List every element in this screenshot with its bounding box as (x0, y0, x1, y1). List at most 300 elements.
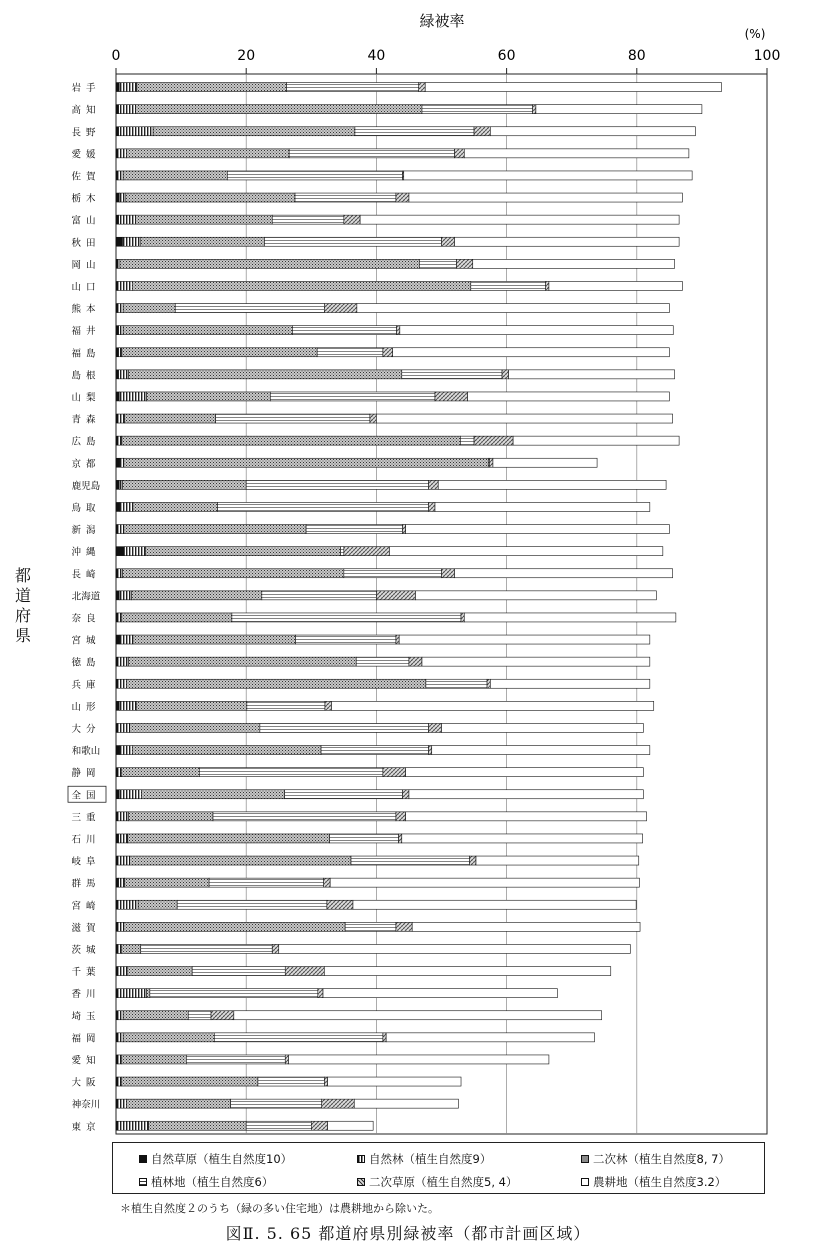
category-label: 富山 (71, 215, 101, 227)
bar-segment (121, 1077, 258, 1086)
bar-segment (296, 635, 396, 644)
bar-segment (351, 856, 469, 865)
bar-segment (119, 878, 125, 887)
bar-segment (132, 281, 471, 290)
category-label: 静岡 (71, 768, 101, 780)
bar-segment (487, 679, 490, 688)
bar-segment (118, 1055, 121, 1064)
bar-segment (306, 525, 402, 534)
bar-segment (442, 723, 644, 732)
bar-segment (119, 348, 122, 357)
category-label: 茨城 (71, 944, 101, 956)
category-label: 三重 (71, 812, 101, 824)
bar-segment (490, 679, 649, 688)
bar-segment (455, 149, 465, 158)
bar-segment (126, 149, 289, 158)
bar-segment (272, 215, 344, 224)
bar-segment (270, 392, 435, 401)
bar-segment (549, 281, 682, 290)
bar-segment (376, 414, 672, 423)
bar-segment (118, 1121, 149, 1130)
bar-segment (124, 525, 306, 534)
bar-segment (133, 635, 296, 644)
bar-segment (227, 171, 402, 180)
bar-segment (123, 569, 344, 578)
bar-segment (116, 746, 120, 755)
bar-segment (121, 613, 232, 622)
bar-segment (116, 502, 120, 511)
bar-segment (461, 613, 464, 622)
bar-segment (118, 304, 123, 313)
bar-segment (118, 281, 132, 290)
category-label: 山口 (71, 281, 101, 293)
bar-segment (234, 1011, 602, 1020)
bar-segment (355, 127, 474, 136)
bar-segment (119, 834, 128, 843)
category-label: 福岡 (71, 1033, 101, 1045)
category-label: 愛媛 (71, 149, 101, 161)
bar-segment (331, 701, 653, 710)
category-label: 栃木 (71, 193, 101, 205)
bar-segment (123, 1011, 188, 1020)
bar-segment (533, 105, 536, 114)
bar-segment (116, 591, 119, 600)
bar-segment (502, 370, 509, 379)
bar-segment (123, 237, 141, 246)
bar-segment (393, 348, 670, 357)
bar-segment (119, 83, 137, 92)
bar-segment (141, 790, 284, 799)
bar-segment (122, 348, 317, 357)
category-label: 石川 (71, 834, 101, 846)
footnote: ＊植生自然度２のうち（緑の多い住宅地）は農耕地から除いた。 (120, 1202, 439, 1215)
bar-segment (120, 502, 133, 511)
bar-segment (383, 348, 393, 357)
bar-segment (279, 944, 631, 953)
bar-segment (396, 193, 409, 202)
bar-segment (211, 1011, 234, 1020)
bar-segment (123, 304, 175, 313)
bar-segment (432, 746, 650, 755)
category-label: 東京 (71, 1121, 101, 1133)
chart-title: 緑被率 (419, 12, 465, 30)
bar-segment (311, 1121, 327, 1130)
legend-item-secondary-grassland (357, 1174, 517, 1190)
bar-segment (409, 657, 422, 666)
bar-segment (456, 259, 472, 268)
bar-segment (118, 679, 126, 688)
figure-caption: 図Ⅱ. 5. 65 都道府県別緑被率（都市計画区域） (225, 1224, 591, 1243)
legend-item-natural-forest (357, 1151, 491, 1167)
category-label: 熊本 (71, 304, 101, 316)
bar-segment (468, 392, 670, 401)
bar-segment (323, 989, 557, 998)
bar-segment (218, 502, 429, 511)
bar-segment (147, 392, 271, 401)
bar-segment (119, 370, 129, 379)
bar-segment (128, 657, 356, 666)
bar-segment (292, 326, 396, 335)
bar-segment (318, 989, 323, 998)
bar-segment (428, 480, 438, 489)
bar-segment (118, 768, 121, 777)
bar-segment (406, 812, 647, 821)
bar-segment (513, 436, 679, 445)
legend-item-secondary-forest (581, 1151, 730, 1167)
bar-segment (435, 392, 468, 401)
bar-segment (464, 613, 676, 622)
bar-segment (116, 83, 119, 92)
bar-segment (116, 370, 119, 379)
bar-segment (120, 746, 132, 755)
category-label: 神奈川 (71, 1099, 101, 1111)
bar-segment (353, 900, 636, 909)
category-label: 埼玉 (71, 1011, 101, 1023)
bar-segment (120, 635, 133, 644)
bar-segment (285, 967, 324, 976)
category-label: 鹿児島 (71, 480, 101, 492)
bar-segment (123, 1033, 214, 1042)
legend (112, 1142, 765, 1194)
x-tick-label: 60 (497, 48, 516, 64)
category-label: 佐賀 (71, 171, 101, 183)
y-axis-label (14, 566, 32, 646)
bar-segment (132, 591, 262, 600)
bar-segment (118, 900, 138, 909)
y-axis-label-char: 道 (14, 586, 31, 605)
bar-segment (153, 127, 355, 136)
bar-segment (536, 105, 702, 114)
bar-segment (116, 834, 119, 843)
bar-segment (119, 790, 141, 799)
bar-segment (328, 1077, 461, 1086)
bar-segment (116, 480, 119, 489)
bar-segment (406, 525, 670, 534)
legend-item-farmland (581, 1174, 726, 1190)
bar-segment (360, 215, 679, 224)
bar-segment (344, 215, 360, 224)
legend-label: 二次草原（植生自然度5, 4） (369, 1175, 518, 1189)
category-label: 沖縄 (71, 547, 101, 559)
bar-segment (128, 812, 213, 821)
category-label: 秋田 (71, 237, 101, 249)
category-label: 長野 (71, 127, 101, 139)
bar-segment (123, 480, 247, 489)
bar-segment (324, 878, 331, 887)
category-label: 全国 (71, 790, 101, 802)
x-axis-ticks (112, 48, 781, 74)
bar-segment (116, 458, 120, 467)
bar-segment (493, 458, 597, 467)
bar-segment (119, 127, 154, 136)
bar-segment (357, 304, 669, 313)
bar-segment (285, 1055, 288, 1064)
category-label: 島根 (71, 370, 101, 382)
category-label: 兵庫 (71, 679, 101, 691)
swatch-plantation (139, 1178, 147, 1186)
swatch-natural-grassland (139, 1155, 147, 1163)
bar-segment (119, 701, 136, 710)
category-label: 奈良 (71, 613, 101, 625)
bar-segment (354, 1099, 458, 1108)
bar-segment (317, 348, 383, 357)
bar-segment (330, 834, 399, 843)
bar-segment (118, 569, 123, 578)
bar-segment (455, 569, 673, 578)
bar-segment (474, 127, 490, 136)
bar-segment (383, 768, 406, 777)
bar-segment (324, 1077, 327, 1086)
bar-segment (126, 193, 295, 202)
legend-label: 植林地（植生自然度6） (151, 1175, 274, 1189)
legend-label: 二次林（植生自然度8, 7） (593, 1152, 730, 1166)
legend-item-natural-grassland (139, 1151, 292, 1167)
category-label: 山梨 (71, 392, 101, 404)
bar-segment (116, 547, 124, 556)
bar-segment (145, 547, 340, 556)
category-label: 京都 (71, 458, 101, 470)
bar-segment (396, 812, 406, 821)
bar-segment (473, 259, 675, 268)
bar-segment (264, 237, 441, 246)
x-tick-label: 100 (753, 48, 781, 64)
bar-segment (116, 237, 123, 246)
swatch-secondary-forest (581, 1155, 589, 1163)
bar-segment (120, 259, 419, 268)
bar-segment (118, 149, 126, 158)
category-label: 愛知 (71, 1055, 101, 1067)
y-axis-label-char: 都 (14, 566, 31, 585)
bar-segment (435, 502, 650, 511)
bar-segment (122, 436, 461, 445)
bar-segment (258, 1077, 324, 1086)
bar-segment (428, 746, 431, 755)
bar-segment (469, 856, 476, 865)
bar-segment (116, 790, 119, 799)
bar-segment (415, 591, 656, 600)
bar-segment (120, 458, 124, 467)
bar-segment (186, 1055, 285, 1064)
bar-segment (460, 436, 474, 445)
category-label: 岐阜 (71, 856, 101, 868)
bar-segment (118, 171, 123, 180)
swatch-natural-forest (357, 1155, 365, 1163)
bar-segment (121, 768, 199, 777)
bar-segment (116, 215, 119, 224)
bar-segment (192, 967, 285, 976)
x-tick-label: 0 (111, 48, 121, 64)
bar-segment (402, 834, 643, 843)
bar-segment (118, 812, 128, 821)
bar-segment (116, 105, 119, 114)
bar-segment (209, 878, 324, 887)
bar-segment (116, 392, 119, 401)
bar-segment (402, 790, 409, 799)
category-label: 長崎 (71, 569, 101, 581)
bar-segment (124, 547, 145, 556)
bar-segment (136, 701, 247, 710)
bar-segment (132, 746, 321, 755)
bar-segment (272, 944, 279, 953)
bar-segment (232, 613, 461, 622)
bar-segment (119, 105, 136, 114)
category-label: 徳島 (71, 657, 101, 669)
bar-segment (324, 304, 357, 313)
bar-segment (396, 635, 399, 644)
bar-segment (116, 878, 119, 887)
bar-segment (199, 768, 383, 777)
bar-segment (147, 989, 150, 998)
category-label: 広島 (71, 436, 101, 448)
category-label: 大分 (71, 723, 101, 735)
legend-label: 自然草原（植生自然度10） (151, 1152, 293, 1166)
bar-segment (295, 193, 396, 202)
bar-segment (344, 547, 390, 556)
bar-segment (118, 1011, 123, 1020)
bar-segment (341, 547, 344, 556)
bar-segment (118, 657, 128, 666)
bar-segment (325, 701, 332, 710)
category-label: 鳥取 (71, 502, 101, 514)
bar-segment (136, 105, 422, 114)
bar-segment (396, 922, 412, 931)
category-label: 香川 (71, 989, 101, 1001)
bar-segment (289, 1055, 549, 1064)
bar-segment (419, 259, 456, 268)
x-tick-label: 80 (627, 48, 646, 64)
bar-segment (216, 414, 370, 423)
bar-segment (247, 701, 325, 710)
bar-segment (422, 105, 533, 114)
bar-segment (442, 237, 455, 246)
category-label: 青森 (71, 414, 101, 426)
bar-segment (141, 944, 273, 953)
category-label: 北海道 (71, 591, 101, 603)
bar-segment (118, 1033, 123, 1042)
x-tick-label: 40 (367, 48, 386, 64)
bar-segment (474, 436, 513, 445)
bar-segment (124, 414, 215, 423)
bar-segment (116, 348, 119, 357)
bar-segment (328, 1121, 374, 1130)
bar-segment (344, 569, 442, 578)
bar-segment (422, 657, 650, 666)
bar-segment (406, 768, 644, 777)
bar-segment (124, 922, 345, 931)
bar-segment (133, 502, 218, 511)
bar-segment (138, 900, 177, 909)
bar-segment (399, 635, 650, 644)
bar-segment (330, 878, 639, 887)
bar-segment (118, 436, 122, 445)
category-label: 福井 (71, 326, 101, 338)
bar-segment (345, 922, 396, 931)
bar-segment (246, 1121, 311, 1130)
bar-segment (409, 193, 682, 202)
unit-label: (%) (744, 27, 766, 41)
bar-segment (546, 281, 549, 290)
bar-segment (509, 370, 675, 379)
bar-segment (123, 326, 292, 335)
category-label: 高知 (71, 105, 101, 117)
bar-segment (321, 746, 428, 755)
bar-segment (428, 723, 441, 732)
bar-segment (188, 1011, 211, 1020)
bar-segment (116, 701, 119, 710)
bar-segment (386, 1033, 594, 1042)
bar-segment (116, 127, 119, 136)
bar-segment (324, 967, 610, 976)
bar-segment (490, 458, 493, 467)
bar-segment (141, 237, 265, 246)
bar-segment (119, 326, 124, 335)
category-label: 福島 (71, 348, 101, 360)
swatch-secondary-grassland (357, 1178, 365, 1186)
bar-segment (246, 480, 428, 489)
bar-segment (118, 613, 121, 622)
bar-segment (121, 944, 141, 953)
bar-segment (130, 856, 351, 865)
legend-label: 自然林（植生自然度9） (369, 1152, 492, 1166)
bar-segment (128, 834, 330, 843)
category-labels (68, 82, 106, 1133)
y-axis-label-char: 県 (14, 626, 31, 645)
bar-segment (419, 83, 426, 92)
x-tick-label: 20 (237, 48, 256, 64)
bars (116, 83, 721, 1131)
bar-segment (118, 1099, 126, 1108)
category-label: 群馬 (71, 878, 101, 890)
bar-segment (118, 989, 147, 998)
category-label: 宮崎 (71, 900, 101, 912)
bar-segment (136, 215, 273, 224)
category-label: 和歌山 (71, 746, 101, 758)
bar-segment (231, 1099, 322, 1108)
bar-segment (426, 679, 487, 688)
bar-segment (471, 281, 546, 290)
bar-segment (118, 856, 130, 865)
bar-segment (118, 967, 127, 976)
bar-segment (118, 1077, 121, 1086)
bar-segment (116, 326, 119, 335)
bar-segment (118, 414, 125, 423)
legend-item-plantation (139, 1174, 273, 1190)
bar-segment (149, 1121, 247, 1130)
bar-segment (412, 922, 640, 931)
bar-segment (150, 989, 318, 998)
bar-segment (119, 591, 131, 600)
bar-segment (476, 856, 639, 865)
bar-segment (121, 1055, 186, 1064)
bar-segment (383, 1033, 386, 1042)
bar-segment (285, 790, 403, 799)
bar-segment (425, 83, 721, 92)
bar-segment (400, 326, 673, 335)
bar-segment (397, 326, 400, 335)
bar-segment (490, 127, 695, 136)
category-label: 新潟 (71, 525, 101, 537)
bar-segment (327, 900, 353, 909)
legend-label: 農耕地（植生自然度3.2） (593, 1175, 727, 1189)
category-label: 千葉 (71, 967, 101, 979)
bar-segment (119, 215, 136, 224)
bar-segment (289, 149, 454, 158)
bar-segment (124, 878, 209, 887)
swatch-farmland (581, 1178, 589, 1186)
bar-segment (402, 525, 405, 534)
bar-segment (376, 591, 415, 600)
bar-segment (214, 1033, 383, 1042)
